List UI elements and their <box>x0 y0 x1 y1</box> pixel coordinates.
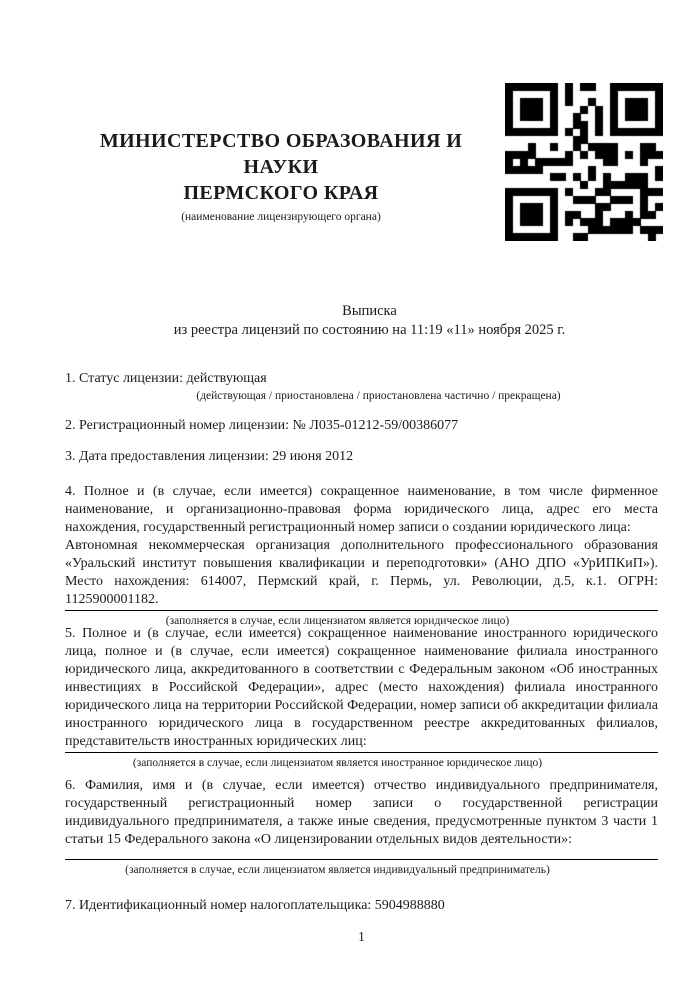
foreign-entity-label: 5. Полное и (в случае, если имеется) сокращенное наименование иностранного юридического лица, полное и (в случае, если имеется) сокращенное наименование филиала иностранного юридического лица, аккредитованного в соответствии с Федеральным законом «Об иностранных инвестициях в Российской Федерации», адрес (место нахождения) филиала иностранного юридического лица на территории Российской Федерации, номер записи об аккредитации филиала иностранного юридического лица в государственном реестре аккредитованных филиалов, представительств иностранных юридических лиц: <box>65 626 658 749</box>
license-status-caption: (действующая / приостановлена / приостановлена частично / прекращена) <box>196 390 561 402</box>
section-registration-number <box>65 417 658 435</box>
licensing-authority-header <box>65 128 497 224</box>
registration-number-text: 2. Регистрационный номер лицензии: № Л035-01212-59/00386077 <box>65 418 459 433</box>
legal-entity-caption: (заполняется в случае, если лицензиатом является юридическое лицо) <box>165 615 510 627</box>
legal-entity-label: 4. Полное и (в случае, если имеется) сокращенное наименование, в том числе фирменное наименование, и организационно-правовая форма юридического лица, адрес его места нахождения, государственный регистрационный номер записи о создании юридического лица: <box>65 484 658 535</box>
section-foreign-entity <box>65 625 658 770</box>
ministry-name-line2: ПЕРМСКОГО КРАЯ <box>183 182 379 204</box>
document-title <box>73 302 666 340</box>
section-legal-entity <box>65 483 658 628</box>
legal-entity-value: Автономная некоммерческая организация дополнительного профессионального образования «Уральский институт повышения квалификации и переподготовки» (АНО ДПО «УрИПКиП»). Место нахождения: 614007, Пермский край, г. Пермь, ул. Революции, д.5, к.1. ОГРН: 1125900001182. <box>65 538 658 607</box>
taxpayer-number-text: 7. Идентификационный номер налогоплательщика: 5904988880 <box>65 898 445 913</box>
page-number: 1 <box>358 929 365 944</box>
section-taxpayer-number <box>65 897 658 915</box>
individual-entrepreneur-caption: (заполняется в случае, если лицензиатом является индивидуальный предприниматель) <box>125 864 550 876</box>
grant-date-text: 3. Дата предоставления лицензии: 29 июня 2012 <box>65 449 354 464</box>
ministry-caption: (наименование лицензирующего органа) <box>181 211 381 223</box>
section-individual-entrepreneur <box>65 777 658 877</box>
document-title-line2: из реестра лицензий по состоянию на 11:19 «11» ноября 2025 г. <box>173 322 566 338</box>
qr-code <box>505 83 663 241</box>
fill-in-line <box>65 752 658 753</box>
fill-in-line <box>65 610 658 611</box>
section-license-status <box>65 370 658 403</box>
ministry-name-line1: МИНИСТЕРСТВО ОБРАЗОВАНИЯ И НАУКИ <box>99 130 463 178</box>
section-grant-date <box>65 448 658 466</box>
individual-entrepreneur-label: 6. Фамилия, имя и (в случае, если имеется) отчество индивидуального предпринимателя, государственный регистрационный номер записи о государственной регистрации индивидуального предпринимателя, а также иные сведения, предусмотренные пунктом 3 части 1 статьи 15 Федерального закона «О лицензировании отдельных видов деятельности»: <box>65 778 658 847</box>
document-title-line1: Выписка <box>342 303 397 319</box>
license-status-text: 1. Статус лицензии: действующая <box>65 371 267 386</box>
fill-in-line <box>65 859 658 860</box>
foreign-entity-caption: (заполняется в случае, если лицензиатом является иностранное юридическое лицо) <box>132 757 543 769</box>
